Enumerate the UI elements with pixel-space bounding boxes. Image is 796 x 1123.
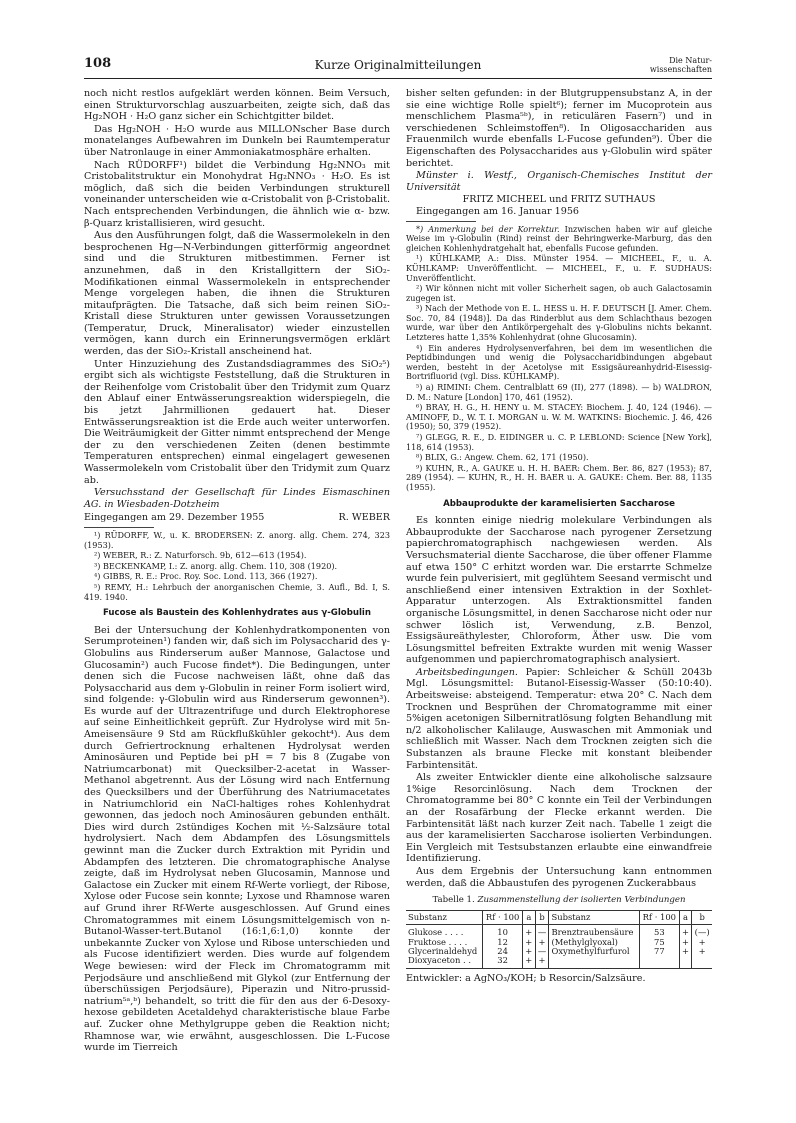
paragraph: bisher selten gefunden: in der Blutgruppensubstanz A, in der sie eine wichtige Rolle spielt⁶); ferner im Mucoprotein aus menschlichem Plasma⁵ᵇ), in reticulären Fasern⁷) und in verschiedenen Schleimstoffen⁸). In Oligosacchariden aus Frauenmilch wurde ebenfalls L-Fucose gefunden⁹). Über die Eigenschaften des Polysaccharides aus γ-Globulin wird später berichtet. — [406, 88, 712, 169]
reference: ⁷) GLEGG, R. E., D. EIDINGER u. C. P. LEBLOND: Science [New York], 118, 614 (1953). — [406, 432, 712, 452]
reference: ¹) RÜDORFF, W., u. K. BRODERSEN: Z. anorg. allg. Chem. 274, 323 (1953). — [84, 529, 390, 550]
reference: ⁴) GIBBS, R. E.: Proc. Roy. Soc. Lond. 113, 366 (1927). — [94, 571, 318, 582]
table-cell — [639, 956, 679, 968]
col-header: b — [692, 910, 712, 924]
page-number: 108 — [84, 56, 112, 71]
reference: ⁵) a) RIMINI: Chem. Centralblatt 69 (II), 277 (1898). — b) WALDRON, D. M.: Nature [London] 170, 461 (1952). — [406, 382, 712, 402]
table-cell: + — [679, 925, 692, 938]
table-cell: + — [523, 956, 536, 968]
col-header: a — [679, 910, 692, 924]
table-cell: 53 — [639, 925, 679, 938]
table-cell: Fruktose . . . . — [408, 936, 468, 947]
table-cell: Glukose . . . . — [408, 927, 464, 938]
paragraph: Es konnten einige niedrig molekulare Verbindungen als Abbauprodukte der Saccharose nach pyrogener Zersetzung papierchromatographisch nachgewiesen werden. Als Versuchsmaterial diente Saccharose, die über offener Flamme auf etwa 150° C erhitzt worden war. Die erstarrte Schmelze wurde fein pulverisiert, mit geglühtem Seesand vermischt und anschließend einer intensiven Extraktion in der Soxhlet-Apparatur unterzogen. Als Extraktionsmittel fanden organische Lösungsmittel, in denen Saccharose nicht oder nur schwer löslich ist, Verwendung, z.B. Benzol, Essigsäureäthylester, Chloroform, Äther usw. Die vom Lösungsmittel befreiten Extrakte wurden mit wenig Wasser aufgenommen und papierchromatographisch analysiert. — [406, 515, 712, 666]
table-cell: + — [535, 938, 549, 947]
table-cell: + — [679, 938, 692, 947]
table-cell: Oxymethylfurfurol — [549, 947, 639, 956]
header-rule — [84, 78, 712, 79]
table-cell: (Methylglyoxal) — [549, 938, 639, 947]
table-header-row — [406, 910, 712, 924]
received-date: Eingegangen am 16. Januar 1956 — [416, 205, 580, 217]
author: R. WEBER — [338, 512, 390, 524]
footnote-rule — [84, 527, 154, 528]
table-cell: 24 — [483, 947, 523, 956]
reference-list — [406, 225, 712, 493]
table-cell — [679, 956, 692, 968]
table-cell: Glycerinaldehyd — [408, 945, 478, 956]
reference: ³) Nach der Methode von E. L. HESS u. H. F. DEUTSCH [J. Amer. Chem. Soc. 70, 84 (1948)]. Da das Rinderblut aus dem Schlachthaus bezogen wurde, war über den Antikörpergehalt des γ-Globulins nichts bekannt. Letzteres hatte 1,35% Kohlenhydrat (ohne Glucosamin). — [406, 303, 712, 343]
col-header: a — [523, 910, 536, 924]
table-cell: 10 — [483, 925, 523, 938]
right-column — [406, 88, 712, 985]
reference: ³) BECKENKAMP, I.: Z. anorg. allg. Chem. 110, 308 (1920). — [94, 560, 338, 571]
paragraph: Arbeitsbedingungen. Papier: Schleicher & Schüll 2043b Mgl. Lösungsmittel: Butanol-Eisessig-Wasser (50:10:40). Arbeitsweise: absteigend. Temperatur: etwa 20° C. Nach dem Trocknen und Besprühen der Chromatogramme mit einer 5%igen acetonigen Silbernitratlösung folgten Behandlung mit n/2 alkoholischer Kalilauge, Auswaschen mit Ammoniak und schließlich mit Wasser. Nach dem Trocknen zeigten sich die Substanzen als braune Flecke mit konstant bleibender Farbintensität. — [406, 666, 712, 771]
footnote-rule — [406, 221, 476, 222]
left-column — [84, 88, 390, 1055]
reference: ¹) KÜHLKAMP, A.: Diss. Münster 1954. — MICHEEL, F., u. A. KÜHLKAMP: Unveröffentlicht. — MICHEEL, F., u. F. SUDHAUS: Unveröffentlicht. — [406, 253, 712, 283]
affiliation: Münster i. Westf., Organisch-Chemisches Institut der Universität — [406, 170, 712, 193]
col-header: b — [535, 910, 549, 924]
article-title: Abbauprodukte der karamelisierten Saccharose — [443, 498, 675, 509]
paragraph: Aus dem Ergebnis der Untersuchung kann entnommen werden, daß die Abbaustufen des pyrogenen Zuckerabbaus — [406, 865, 712, 889]
paragraph: Als zweiter Entwickler diente eine alkoholische salzsaure 1%ige Resorcinlösung. Nach dem Trocknen der Chromatogramme bei 80° C konnte ein Teil der Verbindungen an der Rosafärbung der Flecke erkannt werden. Die Farbintensität läßt nach kurzer Zeit nach. Tabelle 1 zeigt die aus der karamelisierten Saccharose isolierten Verbindungen. Ein Vergleich mit Testsubstanzen erlaubte eine einwandfreie Identifizierung. — [406, 772, 712, 865]
table-cell: + — [692, 938, 712, 947]
reference: ⁵) REMY, H.: Lehrbuch der anorganischen Chemie, 3. Aufl., Bd. I, S. 419. 1940. — [84, 581, 390, 602]
reference: ⁹) KUHN, R., A. GAUKE u. H. H. BAER: Chem. Ber. 86, 827 (1953); 87, 289 (1954). — KUHN, R., H. H. BAER u. A. GAUKE: Chem. Ber. 88, 1135 (1955). — [406, 462, 712, 492]
table-cell: — — [535, 947, 549, 956]
reference: ⁴) Ein anderes Hydrolysenverfahren, bei dem im wesentlichen die Peptidbindungen und wenig die Polysaccharidbindungen abgebaut werden, besteht in der Acetolyse mit Essigsäureanhydrid-Eisessig-Bortrifluorid (vgl. Diss. KÜHLKAMP). — [406, 342, 712, 382]
running-header — [84, 56, 712, 78]
table-cell: + — [679, 947, 692, 956]
table-row — [406, 956, 712, 968]
table-cell — [549, 956, 639, 968]
table-caption: Tabelle 1. Zusammenstellung der isolierten Verbindungen — [432, 895, 686, 906]
col-header: Substanz — [549, 910, 639, 924]
table-cell: + — [535, 956, 549, 968]
results-table — [406, 910, 712, 969]
table-cell: 32 — [483, 956, 523, 968]
table-cell: + — [523, 938, 536, 947]
authors: FRITZ MICHEEL und FRITZ SUTHAUS — [462, 194, 656, 206]
table-cell: (—) — [692, 925, 712, 938]
journal-name: Die Natur- wissenschaften — [649, 56, 712, 74]
received-date: Eingegangen am 29. Dezember 1955 — [84, 512, 265, 524]
col-header: Rf · 100 — [639, 910, 679, 924]
table-cell: + — [523, 947, 536, 956]
article-title: Fucose als Baustein des Kohlenhydrates aus γ-Globulin — [102, 608, 371, 619]
paragraph: Nach RÜDORFF¹) bildet die Verbindung Hg₂NNO₃ mit Cristobalitstruktur ein Monohydrat Hg₂NNO₃ · H₂O. Es ist möglich, daß sich die beiden Verbindungen strukturell voneinander unterscheiden wie α-Cristobalit von β-Cristobalit. Nach entsprechenden Verbindungen, die ähnlich wie α- bzw. β-Quarz kristallisieren, wird gesucht. — [84, 159, 390, 229]
section-title: Kurze Originalmitteilungen — [314, 58, 482, 72]
paragraph: Aus den Ausführungen folgt, daß die Wassermolekeln in den besprochenen Hg—N-Verbindungen gitterförmig angeordnet sind und die Strukturen mitbestimmen. Ferner ist anzunehmen, daß in den Kristallgittern der SiO₂-Modifikationen einmal Wassermolekeln in entsprechender Menge vorgelegen haben, die ihnen die Strukturen mitaufprägten. Die Tatsache, daß sich beim reinen SiO₂-Kristall diese Strukturen unter gewissen Voraussetzungen (Temperatur, Druck, Mineralisator) wieder einzustellen vermögen, kann durch ein Erinnerungsvermögen erklärt werden, das der SiO₂-Kristall anscheinend hat. — [84, 230, 390, 358]
table-cell: + — [692, 947, 712, 956]
paragraph: Das Hg₂NOH · H₂O wurde aus MILLONscher Base durch monatelanges Aufbewahren im Dunkeln bei Raumtemperatur über Natronlauge in einer Ammoniakatmosphäre erhalten. — [84, 123, 390, 158]
table-cell: Dioxyaceton . . — [406, 956, 483, 968]
table-cell: + — [523, 925, 536, 938]
table-cell: Brenztraubensäure — [549, 925, 639, 938]
table-footnote: Entwickler: a AgNO₃/KOH; b Resorcin/Salzsäure. — [406, 972, 646, 984]
paragraph: Bei der Untersuchung der Kohlenhydratkomponenten von Serumproteinen¹) fanden wir, daß sich im Polysaccharid des γ-Globulins aus Rinderserum außer Mannose, Galactose und Glucosamin²) auch Fucose findet*). Die Bedingungen, unter denen sich die Fucose nachweisen läßt, ohne daß das Polysaccharid aus dem γ-Globulin in reiner Form isoliert wird, sind folgende: γ-Globulin wird aus Rinderserum gewonnen³). Es wurde auf der Ultrazentrifuge und durch Elektrophorese auf seine Einheitlichkeit geprüft. Zur Hydrolyse wird mit 5n-Ameisensäure 9 Std am Rückflußkühler gekocht⁴). Aus dem durch Gefriertrocknung erhaltenen Hydrolysat werden Aminosäuren und Peptide bei pH = 7 bis 8 (Zugabe von Natriumcarbonat) mit Quecksilber-2-acetat in Wasser-Methanol abgetrennt. Aus der Lösung wird nach Entfernung des Quecksilbers und der Überführung des Natriumacetates in Natriumchlorid ein NaCl-haltiges rohes Kohlenhydrat gewonnen, das jedoch noch Aminosäuren gebunden enthält. Dies wird durch 2stündiges Kochen mit ½-Salzsäure total hydrolysiert. Nach dem Abdampfen des Lösungsmittels gewinnt man die Zucker durch Extraktion mit Pyridin und Abdampfen des letzteren. Die chromatographische Analyse zeigte, daß im Hydrolysat neben Glucosamin, Mannose und Galactose ein Zucker mit einem Rf-Werte vorliegt, der Ribose, Xylose oder Fucose sein konnte; Lyxose und Rhamnose waren auf Grund ihrer Rf-Werte ausgeschlossen. Auf Grund eines Chromatogrammes mit einem Lösungsmittelgemisch von n-Butanol-Wasser-tert.Butanol (16:1,6:1,0) konnte der unbekannte Zucker von Xylose und Ribose unterschieden und als Fucose identifiziert werden. Dies wurde auf folgendem Wege bewiesen: wird der Fleck im Chromatogramm mit Perjodsäure und anschließend mit Glykol (zur Entfernung der überschüssigen Perjodsäure), Piperazin und Nitro-prussid-natrium⁵ᵃ,ᵇ) behandelt, so tritt die für den aus der 6-Desoxy-hexose gebildeten Acetaldehyd charakteristische blaue Farbe auf. Zucker ohne Methylgruppe geben die Reaktion nicht; Rhamnose war, wie erwähnt, ausgeschlossen. Die L-Fucose wurde im Tierreich — [84, 624, 390, 1054]
col-header: Rf · 100 — [483, 910, 523, 924]
reference: ²) Wir können nicht mit voller Sicherheit sagen, ob auch Galactosamin zugegen ist. — [406, 283, 712, 303]
reference: ²) WEBER, R.: Z. Naturforsch. 9b, 612—613 (1954). — [94, 550, 307, 561]
table-cell — [692, 956, 712, 968]
table-cell: 75 — [639, 938, 679, 947]
reference: ⁶) BRAY, H. G., H. HENY u. M. STACEY: Biochem. J. 40, 124 (1946). — AMINOFF, D., W. T. I. MORGAN u. W. M. WATKINS: Biochemic. J. 46, 426 (1950); 50, 379 (1952). — [406, 402, 712, 432]
signature-line — [84, 512, 390, 524]
col-header: Substanz — [406, 910, 483, 924]
table-cell: 12 — [483, 938, 523, 947]
reference-list — [84, 531, 390, 602]
table-cell: 77 — [639, 947, 679, 956]
paragraph: Unter Hinzuziehung des Zustandsdiagrammes des SiO₂⁵) ergibt sich als wichtigste Feststellung, daß die Strukturen in der Reihenfolge vom Cristobalit über den Tridymit zum Quarz den Ablauf einer Entwässerungsreaktion widerspiegeln, die bis jetzt Jahrmillionen gedauert hat. Dieser Entwässerungsreaktion ist die Erde auch weiter unterworfen. Die Weiträumigkeit der Gitter nimmt entsprechend der Menge der zu den verschiedenen Zeiten (denen bestimmte Temperaturen entsprechen) einmal eingelagert gewesenen Wassermolekeln vom Cristobalit über den Tridymit zum Quarz ab. — [84, 358, 390, 486]
correction-note: *) Anmerkung bei der Korrektur. Inzwischen haben wir auf gleiche Weise im γ-Globulin (Rind) reinst der Behringwerke-Marburg, das den gleichen Kohlenhydratgehalt hat, ebenfalls Fucose gefunden. — [406, 223, 713, 253]
table-cell: — — [535, 925, 549, 938]
reference: ⁸) BLIX, G.: Angew. Chem. 62, 171 (1950). — [416, 452, 589, 463]
paragraph: noch nicht restlos aufgeklärt werden können. Beim Versuch, einen Strukturvorschlag auszuarbeiten, zeigte sich, daß das Hg₂NOH · H₂O ganz sicher ein Schichtgitter bildet. — [84, 88, 390, 123]
affiliation: Versuchsstand der Gesellschaft für Lindes Eismaschinen AG. in Wiesbaden-Dotzheim — [84, 487, 390, 510]
table-row — [406, 925, 712, 938]
